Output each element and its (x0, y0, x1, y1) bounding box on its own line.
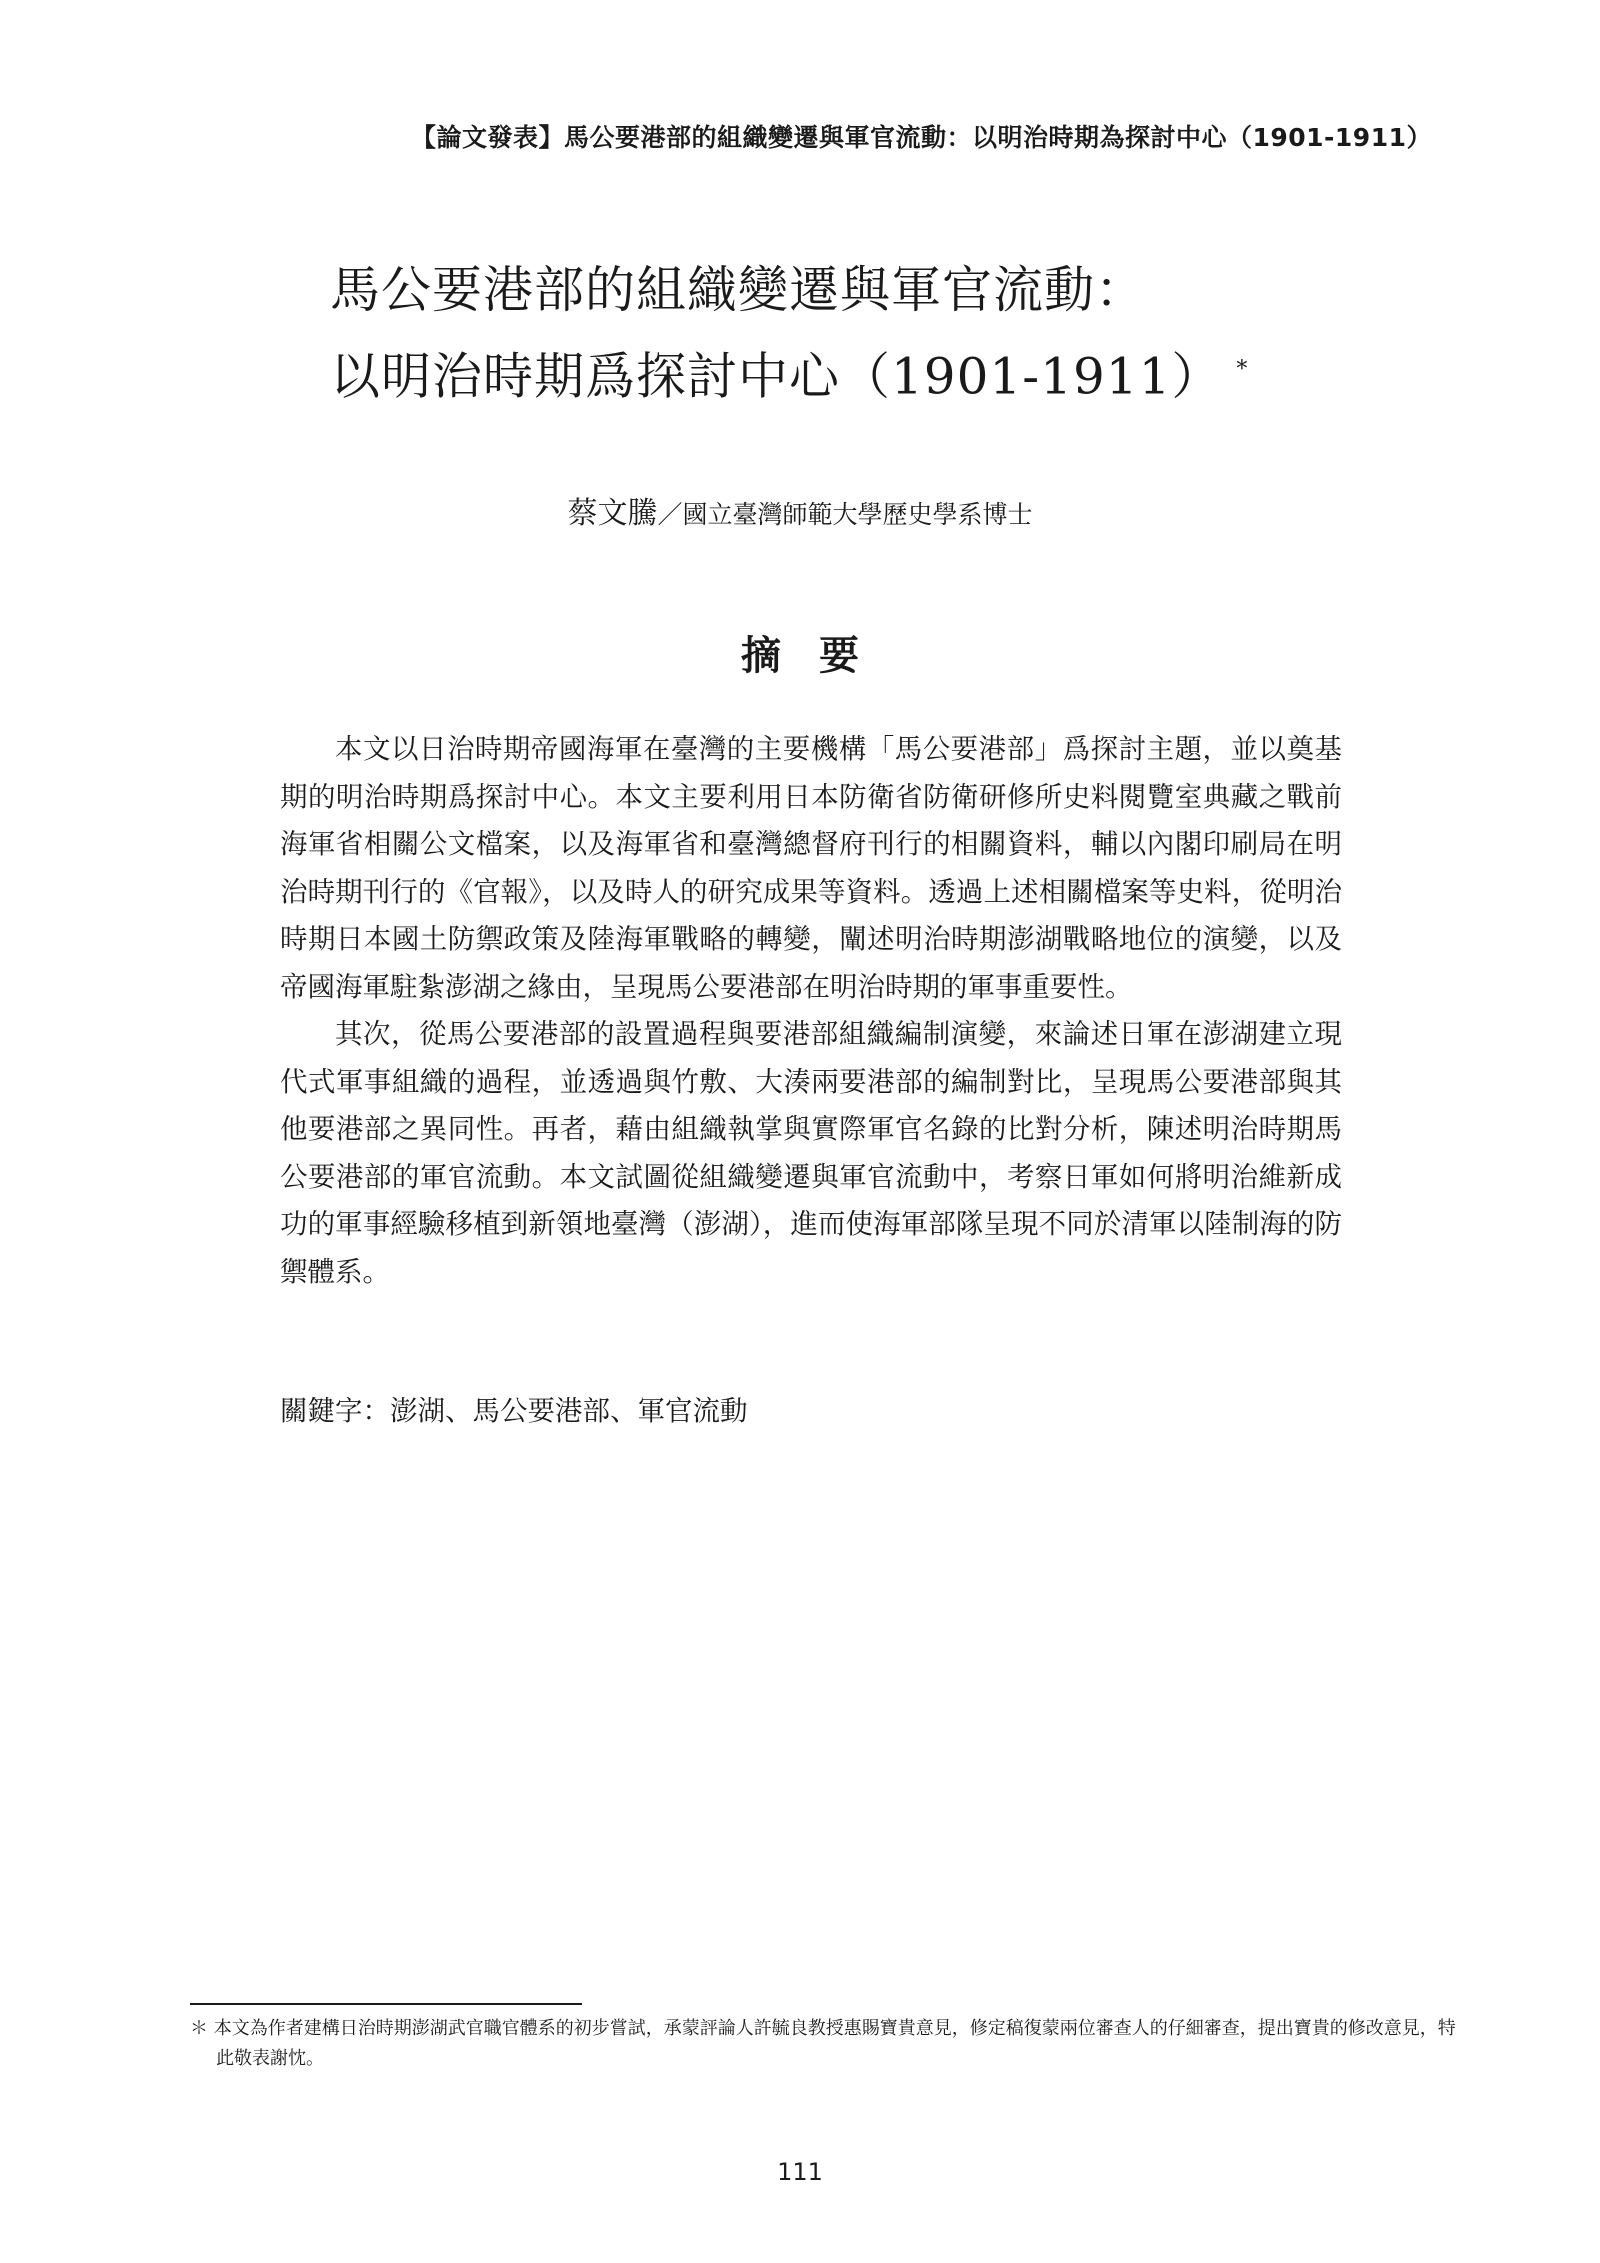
running-header: 【論文發表】馬公要港部的組織變遷與軍官流動：以明治時期為探討中心（1901-1911） (410, 123, 1432, 152)
abstract-heading: 摘要 (741, 632, 897, 679)
abstract-paragraph-2: 其次，從馬公要港部的設置過程與要港部組織編制演變，來論述日軍在澎湖建立現代式軍事組織的過程，並透過與竹敷、大湊兩要港部的編制對比，呈現馬公要港部與其他要港部之異同性。再者，藉由組織執掌與實際軍官名錄的比對分析，陳述明治時期馬公要港部的軍官流動。本文試圖從組織變遷與軍官流動中，考察日軍如何將明治維新成功的軍事經驗移植到新領地臺灣（澎湖），進而使海軍部隊呈現不同於清軍以陸制海的防禦體系。 (280, 1018, 1342, 1288)
abstract-body (280, 726, 1342, 1296)
keywords: 關鍵字：澎湖、馬公要港部、軍官流動 (280, 1395, 748, 1427)
paper-title-line-2-text: 以明治時期爲探討中心（1901-1911） (330, 347, 1223, 406)
footnote-divider (190, 2003, 582, 2005)
page-number: 111 (777, 2158, 823, 2186)
footnote: ＊ 本文為作者建構日治時期澎湖武官職官體系的初步嘗試，承蒙評論人許毓良教授惠賜寶貴意見，修定稿復蒙兩位審查人的仔細審查，提出寶貴的修改意見，特此敬表謝忱。 (190, 2018, 1456, 2069)
paper-title-line-2 (330, 330, 1248, 417)
paper-title (330, 250, 1248, 417)
author-line (0, 488, 1600, 532)
title-footnote-marker: * (1236, 357, 1249, 382)
abstract-paragraph-1: 本文以日治時期帝國海軍在臺灣的主要機構「馬公要港部」爲探討主題，並以奠基期的明治時期爲探討中心。本文主要利用日本防衛省防衛研修所史料閱覽室典藏之戰前海軍省相關公文檔案，以及海軍省和臺灣總督府刊行的相關資料，輔以內閣印刷局在明治時期刊行的《官報》，以及時人的研究成果等資料。透過上述相關檔案等史料，從明治時期日本國土防禦政策及陸海軍戰略的轉變，闡述明治時期澎湖戰略地位的演變，以及帝國海軍駐紮澎湖之緣由，呈現馬公要港部在明治時期的軍事重要性。 (280, 733, 1342, 1003)
paper-title-line-1: 馬公要港部的組織變遷與軍官流動： (330, 261, 1146, 319)
author-affiliation: 國立臺灣師範大學歷史學系博士 (682, 500, 1033, 529)
author-separator: ／ (657, 500, 683, 529)
author-name: 蔡文騰 (567, 496, 658, 531)
